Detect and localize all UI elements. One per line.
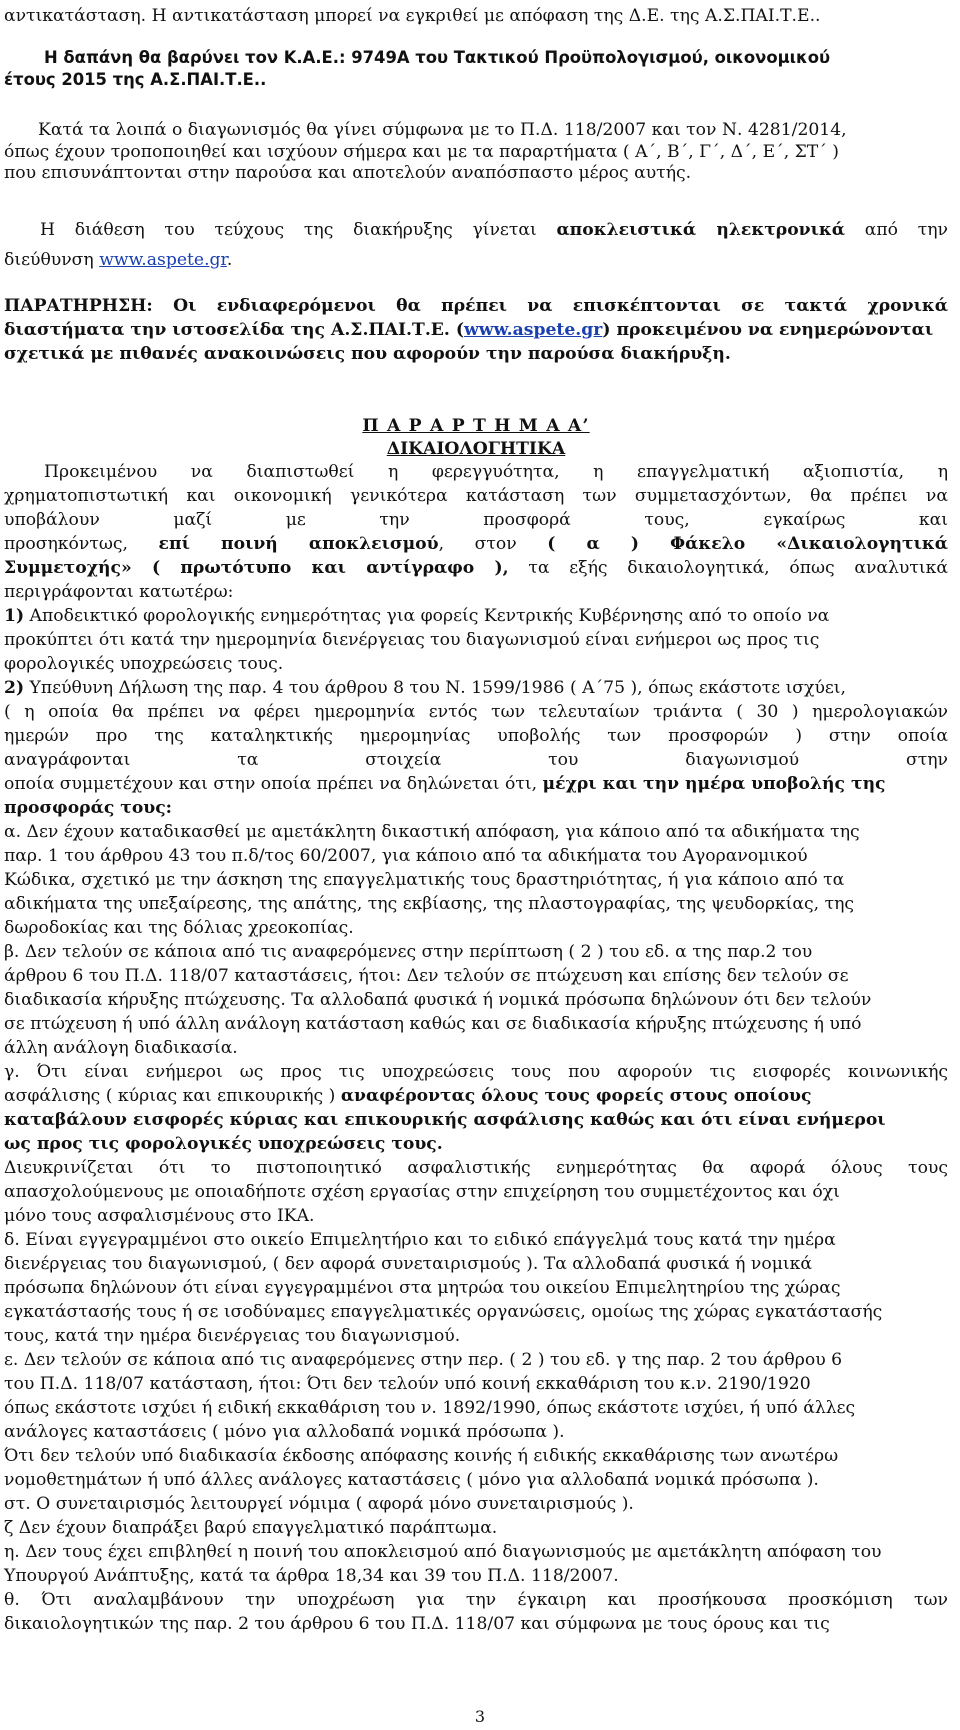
notice-line: ΠΑΡΑΤΗΡΗΣΗ: Οι ενδιαφερόμενοι θα πρέπει να επισκέπτονται σε τακτά χρονικά <box>4 296 948 316</box>
item-line: β. Δεν τελούν σε κάποια από τις αναφερόμενες στην περίπτωση ( 2 ) του εδ. α της παρ.2 του <box>4 942 813 962</box>
item-line: διαδικασία κήρυξης πτώχευσης. Τα αλλοδαπά φυσικά ή νομικά πρόσωπα δηλώνουν ότι δεν τελούν <box>4 990 872 1010</box>
text-span: Υπεύθυνη Δήλωση της παρ. 4 του άρθρου 8 του Ν. 1599/1986 ( Α΄75 ), όπως εκάστοτε ισχύει, <box>24 678 847 698</box>
item-line <box>4 606 948 626</box>
text-span: οποία συμμετέχουν και στην οποία πρέπει να δηλώνεται ότι, <box>4 774 543 794</box>
text-span: , στον <box>438 534 548 554</box>
item-line: Κώδικα, σχετικό με την άσκηση της επαγγελματικής τους δραστηριότητας, ή για κάποιο από τα <box>4 870 845 890</box>
item-line: παρ. 1 του άρθρου 43 του π.δ/τος 60/2007, για κάποιο από τα αδικήματα του Αγορανομικού <box>4 846 808 866</box>
item-line: καταβάλουν εισφορές κύριας και επικουρικής ασφάλισης καθώς και ότι είναι ενήμεροι <box>4 1110 886 1130</box>
item-line: διενέργειας του διαγωνισμού, ( δεν αφορά συνεταιρισμούς ). Τα αλλοδαπά φυσικά ή νομικά <box>4 1254 812 1274</box>
item-line: αδικήματα της υπεξαίρεσης, της απάτης, της εκβίασης, της πλαστογραφίας, της ψευδορκίας, της <box>4 894 855 914</box>
text-line <box>4 534 948 554</box>
bold-text: Συμμετοχής» ( πρωτότυπο και αντίγραφο ), <box>4 558 509 578</box>
budget-heading-line: έτους 2015 της Α.Σ.ΠΑΙ.Τ.Ε.. <box>4 70 267 89</box>
text-span: τα εξής δικαιολογητικά, όπως αναλυτικά <box>508 558 948 578</box>
text-span: προσηκόντως, <box>4 534 159 554</box>
item-line: δ. Είναι εγγεγραμμένοι στο οικείο Επιμελητήριο και το ειδικό επάγγελμά τους κατά την ημέρα <box>4 1230 836 1250</box>
item-line: απασχολούμενους με οποιαδήποτε σχέση εργασίας στην επιχείρηση του συμμετέχοντος και όχι <box>4 1182 840 1202</box>
item-line: τους, κατά την ημέρα διενέργειας του διαγωνισμού. <box>4 1326 461 1346</box>
text-line: περιγράφονται κατωτέρω: <box>4 582 234 602</box>
text-line: αντικατάσταση. Η αντικατάσταση μπορεί να εγκριθεί με απόφαση της Δ.Ε. της Α.Σ.ΠΑΙ.Τ.Ε.. <box>4 6 821 26</box>
item-line: στ. Ο συνεταιρισμός λειτουργεί νόμιμα ( αφορά μόνο συνεταιρισμούς ). <box>4 1494 634 1514</box>
text-line: όπως έχουν τροποποιηθεί και ισχύουν σήμερα και με τα παραρτήματα ( Α΄, Β΄, Γ΄, Δ΄, Ε΄, ΣΤ΄ ) <box>4 142 840 162</box>
item-line <box>4 678 948 698</box>
text-line: υποβάλουν μαζί με την προσφορά τους, εγκαίρως και <box>4 510 948 530</box>
text-span: διεύθυνση <box>4 250 100 270</box>
bold-text: μέχρι και την ημέρα υποβολής της <box>542 774 886 794</box>
bold-text: ( α ) Φάκελο «Δικαιολογητικά <box>547 534 948 554</box>
notice-line <box>4 320 948 340</box>
item-line: δωροδοκίας και της δόλιας χρεοκοπίας. <box>4 918 354 938</box>
item-line: ανάλογες καταστάσεις ( μόνο για αλλοδαπά νομικά πρόσωπα ). <box>4 1422 565 1442</box>
text-line: Προκειμένου να διαπιστωθεί η φερεγγυότητα, η επαγγελματική αξιοπιστία, η <box>44 462 948 482</box>
item-line: ( η οποία θα πρέπει να φέρει ημερομηνία εντός των τελευταίων τριάντα ( 30 ) ημερολογιακών <box>4 702 948 722</box>
item-line: η. Δεν τους έχει επιβληθεί η ποινή του αποκλεισμού από διαγωνισμούς με αμετάκλητη απόφαση του <box>4 1542 882 1562</box>
item-line <box>4 1086 948 1106</box>
item-line: νομοθετημάτων ή υπό άλλες ανάλογες καταστάσεις ( μόνο για αλλοδαπά νομικά πρόσωπα ). <box>4 1470 819 1490</box>
text-span: Η διάθεση του τεύχους της διακήρυξης γίνεται <box>40 220 557 240</box>
item-line: εγκατάστασής τους ή σε ισοδύναμες επαγγελματικές οργανώσεις, ομοίως της χώρας εγκατάστασής <box>4 1302 883 1322</box>
text-span: από την <box>845 220 948 240</box>
item-line: μόνο τους ασφαλισμένους στο ΙΚΑ. <box>4 1206 315 1226</box>
item-line: γ. Ότι είναι ενήμεροι ως προς τις υποχρεώσεις τους που αφορούν τις εισφορές κοινωνικής <box>4 1062 948 1082</box>
item-line: άλλη ανάλογη διαδικασία. <box>4 1038 238 1058</box>
annex-title: Π Α Ρ Α Ρ Τ Η Μ Α Α’ <box>362 416 590 436</box>
item-line: ημερών προ της καταληκτικής ημερομηνίας υποβολής των προσφορών ) στην οποία <box>4 726 948 746</box>
text-span: Αποδεικτικό φορολογικής ενημερότητας για φορείς Κεντρικής Κυβέρνησης από το οποίο να <box>24 606 830 626</box>
website-link[interactable]: www.aspete.gr <box>464 320 603 340</box>
text-line: Κατά τα λοιπά ο διαγωνισμός θα γίνει σύμφωνα με το Π.Δ. 118/2007 και τον Ν. 4281/2014, <box>38 120 847 140</box>
item-line: άρθρου 6 του Π.Δ. 118/07 καταστάσεις, ήτοι: Δεν τελούν σε πτώχευση και επίσης δεν τελούν σε <box>4 966 849 986</box>
distribution-line <box>40 220 948 240</box>
item-line: ζ Δεν έχουν διαπράξει βαρύ επαγγελματικό παράπτωμα. <box>4 1518 498 1538</box>
item-line: σε πτώχευση ή υπό άλλη ανάλογη κατάσταση καθώς και σε διαδικασία κήρυξης πτώχευσης ή υπό <box>4 1014 862 1034</box>
item-line: Ότι δεν τελούν υπό διαδικασία έκδοσης απόφασης κοινής ή ειδικής εκκαθάρισης των ανωτέρω <box>4 1446 839 1466</box>
item-number: 1) <box>4 606 25 626</box>
item-line: πρόσωπα δηλώνουν ότι είναι εγγεγραμμένοι στα μητρώα του οικείου Επιμελητηρίου της χώρας <box>4 1278 841 1298</box>
item-line <box>4 774 948 794</box>
item-line: φορολογικές υποχρεώσεις τους. <box>4 654 284 674</box>
item-line: δικαιολογητικών της παρ. 2 του άρθρου 6 του Π.Δ. 118/07 και σύμφωνα με τους όρους και τις <box>4 1614 830 1634</box>
text-line <box>4 558 948 578</box>
bold-text: αποκλειστικά ηλεκτρονικά <box>556 220 846 240</box>
bold-text: επί ποινή αποκλεισμού <box>158 534 439 554</box>
page-number: 3 <box>474 1707 486 1726</box>
item-line: όπως εκάστοτε ισχύει ή ειδική εκκαθάριση του ν. 1892/1990, όπως εκάστοτε ισχύει, ή υπό άλλες <box>4 1398 856 1418</box>
item-line: Διευκρινίζεται ότι το πιστοποιητικό ασφαλιστικής ενημερότητας θα αφορά όλους τους <box>4 1158 948 1178</box>
annex-subtitle: ΔΙΚΑΙΟΛΟΓΗΤΙΚΑ <box>386 439 566 459</box>
item-line: α. Δεν έχουν καταδικασθεί με αμετάκλητη δικαστική απόφαση, για κάποιο από τα αδικήματα της <box>4 822 860 842</box>
website-link[interactable]: www.aspete.gr <box>99 250 227 270</box>
item-line: Υπουργού Ανάπτυξης, κατά τα άρθρα 18,34 και 39 του Π.Δ. 118/2007. <box>4 1566 619 1586</box>
bold-text: αναφέροντας όλους τους φορείς στους οποίους <box>340 1086 812 1106</box>
text-line: που επισυνάπτονται στην παρούσα και αποτελούν αναπόσπαστο μέρος αυτής. <box>4 163 692 183</box>
text-span: διαστήματα την ιστοσελίδα της Α.Σ.ΠΑΙ.Τ.Ε. ( <box>4 320 465 340</box>
text-span: ασφάλισης ( κύριας και επικουρικής ) <box>4 1086 341 1106</box>
item-line: του Π.Δ. 118/07 κατάσταση, ήτοι: Ότι δεν τελούν υπό κοινή εκκαθάριση του κ.ν. 2190/1920 <box>4 1374 811 1394</box>
item-line: ε. Δεν τελούν σε κάποια από τις αναφερόμενες στην περ. ( 2 ) του εδ. γ της παρ. 2 του άρθρου 6 <box>4 1350 843 1370</box>
item-line: προσφοράς τους: <box>4 798 173 818</box>
notice-line: σχετικά με πιθανές ανακοινώσεις που αφορούν την παρούσα διακήρυξη. <box>4 344 731 364</box>
budget-heading-line: Η δαπάνη θα βαρύνει τον Κ.Α.Ε.: 9749Α του Τακτικού Προϋπολογισμού, οικονομικού <box>44 48 831 67</box>
text-span: . <box>226 250 233 270</box>
item-line: θ. Ότι αναλαμβάνουν την υποχρέωση για την έγκαιρη και προσήκουσα προσκόμιση των <box>4 1590 948 1610</box>
distribution-line <box>4 250 948 270</box>
item-number: 2) <box>4 678 25 698</box>
item-line: ως προς τις φορολογικές υποχρεώσεις τους. <box>4 1134 443 1154</box>
text-line: χρηματοπιστωτική και οικονομική γενικότερα κατάσταση των συμμετασχόντων, θα πρέπει να <box>4 486 948 506</box>
item-line: αναγράφονται τα στοιχεία του διαγωνισμού στην <box>4 750 948 770</box>
text-span: ) προκειμένου να ενημερώνονται <box>602 320 934 340</box>
item-line: προκύπτει ότι κατά την ημερομηνία διενέργειας του διαγωνισμού είναι ενήμεροι ως προς τις <box>4 630 820 650</box>
